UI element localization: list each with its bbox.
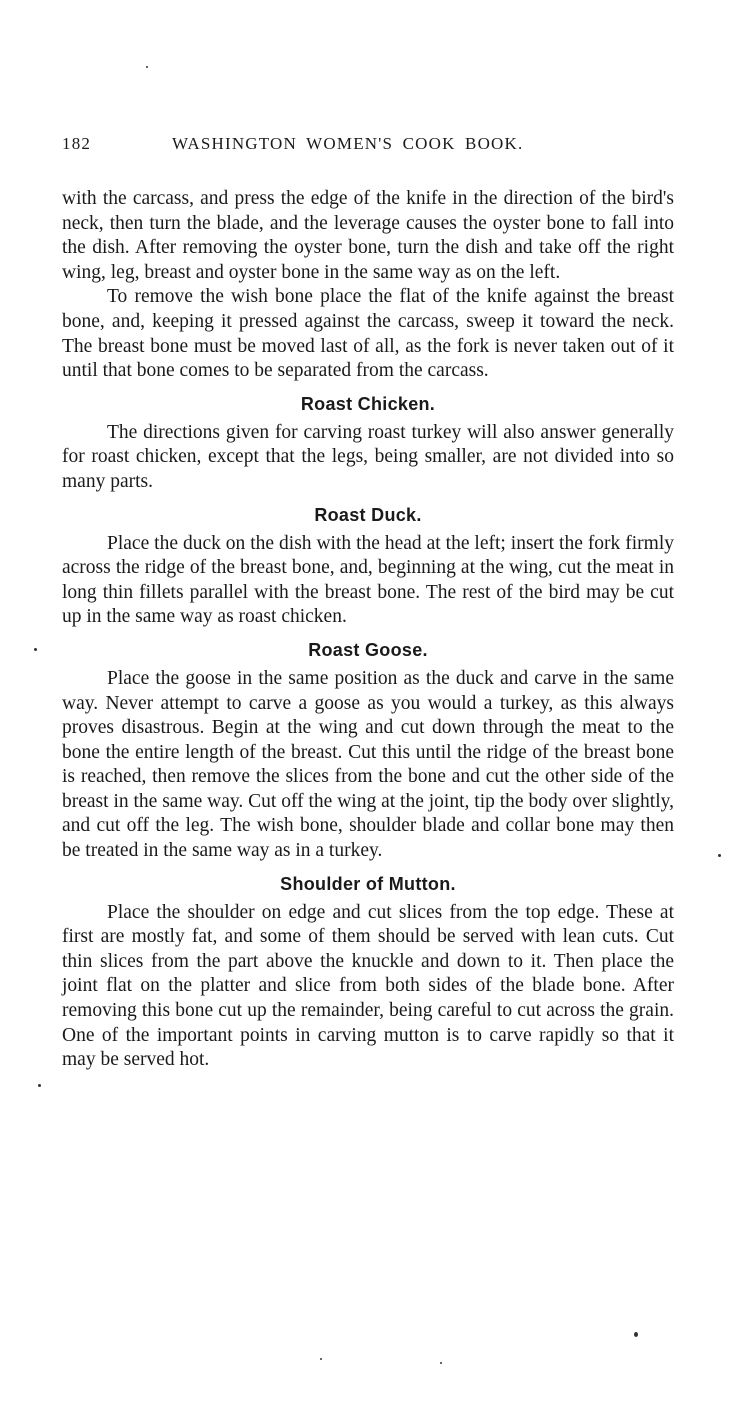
scan-speck	[718, 854, 721, 857]
running-header	[62, 134, 674, 164]
scan-speck	[146, 66, 148, 68]
paragraph-roast-duck: Place the duck on the dish with the head at the left; insert the fork firmly across the ridge of the breast bone, and, beginning at the wing, cut the meat in long thin fillets parallel with the breast bone. The rest of the bird may be cut up in the same way as roast chicken.	[62, 532, 674, 628]
scan-speck	[634, 1332, 638, 1337]
paragraph-wish-bone: To remove the wish bone place the flat of the knife against the breast bone, and, keeping it pressed against the carcass, sweep it toward the neck. The breast bone must be moved last of all, as the fork is never taken out of it until that bone comes to be separated from the carcass.	[62, 286, 674, 382]
paragraph-roast-chicken: The directions given for carving roast turkey will also answer generally for roast chicken, except that the legs, being smaller, are not divided into so many parts.	[62, 421, 674, 492]
page-number: 182	[62, 134, 92, 153]
page-body	[62, 187, 674, 1073]
heading-roast-chicken: Roast Chicken.	[300, 393, 436, 414]
scan-speck	[34, 648, 37, 651]
scan-speck	[38, 1084, 41, 1087]
continued-paragraph: with the carcass, and press the edge of the knife in the direction of the bird's neck, then turn the blade, and the leverage causes the oyster bone to fall into the dish. After removing the oyster bone, turn the dish and take off the right wing, leg, breast and oyster bone in the same way as on the left.	[62, 188, 674, 283]
paragraph-roast-goose: Place the goose in the same position as the duck and carve in the same way. Never attempt to carve a goose as you would a turkey, as this always proves disastrous. Begin at the wing and cut down through the meat to the bone the entire length of the breast. Cut this until the ridge of the breast bone is reached, then remove the slices from the bone and cut the other side of the breast in the same way. Cut off the wing at the joint, tip the body over slightly, and cut off the leg. The wish bone, shoulder blade and collar bone may then be treated in the same way as in a turkey.	[62, 667, 674, 862]
scan-speck	[440, 1362, 442, 1364]
book-title: WASHINGTON WOMEN'S COOK BOOK.	[172, 134, 524, 153]
heading-roast-goose: Roast Goose.	[308, 639, 428, 660]
heading-roast-duck: Roast Duck.	[314, 504, 422, 525]
paragraph-shoulder-of-mutton: Place the shoulder on edge and cut slices from the top edge. These at first are mostly fat, and some of them should be served with lean cuts. Cut thin slices from the part above the knuckle and down to it. Then place the joint flat on the platter and slice from both sides of the blade bone. After removing this bone cut up the remainder, being careful to cut across the grain. One of the important points in carving mutton is to carve rapidly so that it may be served hot.	[62, 901, 674, 1071]
heading-shoulder-of-mutton: Shoulder of Mutton.	[280, 873, 456, 894]
book-page	[62, 134, 674, 1073]
scan-speck	[320, 1358, 322, 1360]
